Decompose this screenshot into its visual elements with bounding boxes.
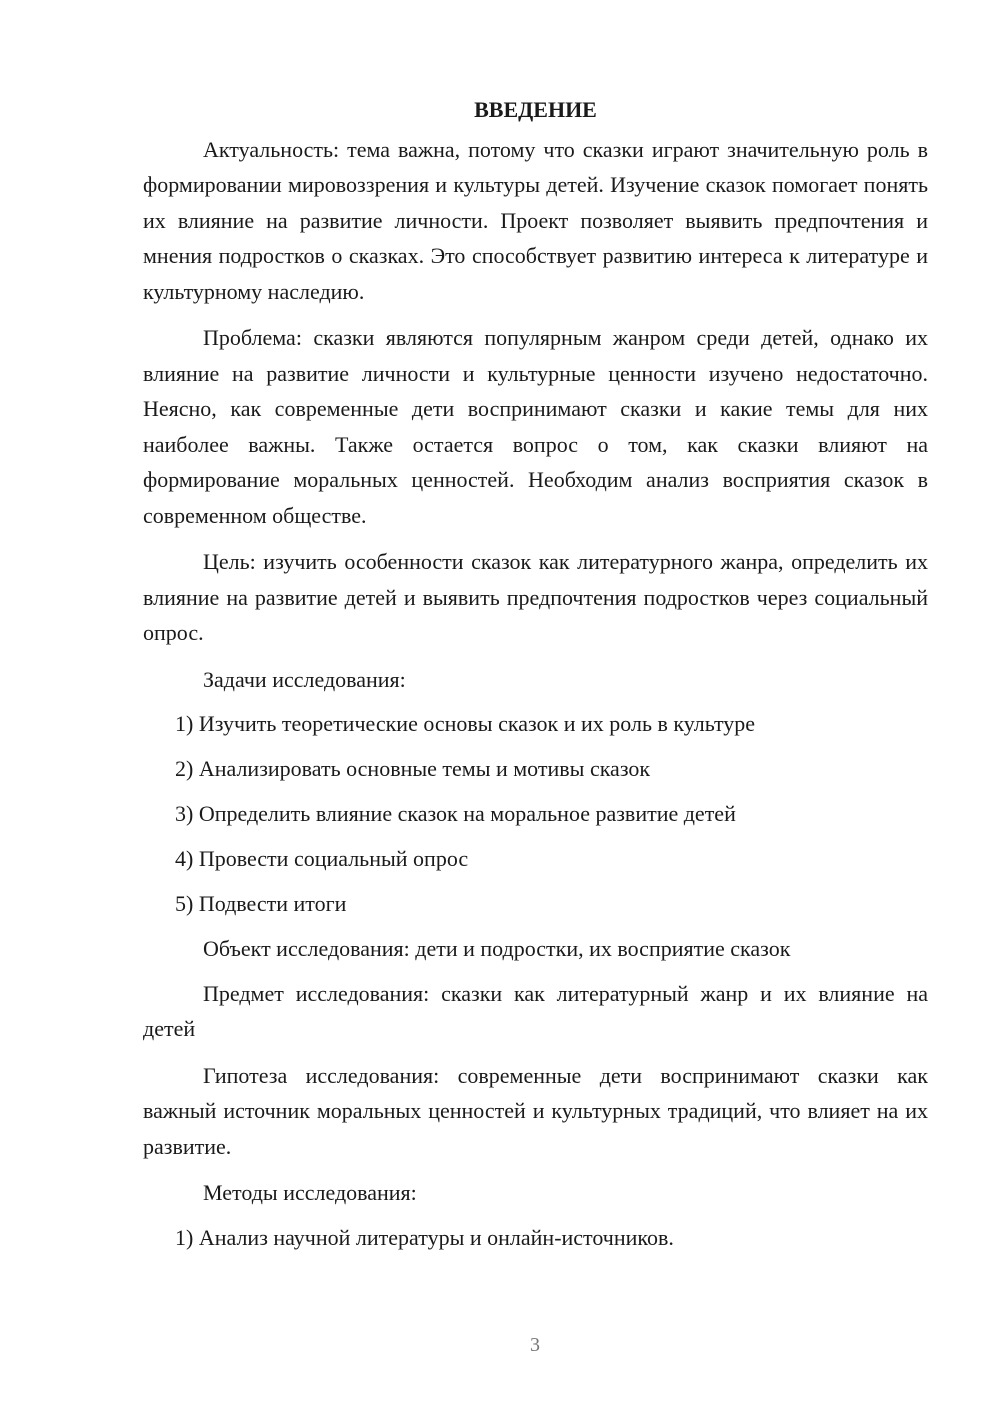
- object-paragraph: Объект исследования: дети и подростки, их восприятие сказок: [203, 936, 791, 962]
- tasks-heading: Задачи исследования:: [203, 666, 406, 692]
- section-title: ВВЕДЕНИЕ: [474, 97, 597, 122]
- document-page: [143, 92, 928, 1265]
- goal-paragraph: Цель: изучить особенности сказок как литературного жанра, определить их влияние на развитие детей и выявить предпочтения подростков через социальный опрос.: [143, 549, 928, 645]
- task-item: 3) Определить влияние сказок на моральное развитие детей: [175, 801, 736, 827]
- method-item: 1) Анализ научной литературы и онлайн-источников.: [175, 1224, 674, 1250]
- hypothesis-paragraph: Гипотеза исследования: современные дети воспринимают сказки как важный источник моральных ценностей и культурных традиций, что влияет на их развитие.: [143, 1062, 928, 1159]
- relevance-paragraph: Актуальность: тема важна, потому что сказки играют значительную роль в формировании мировоззрения и культуры детей. Изучение сказок помогает понять их влияние на развитие личности. Проект позволяет выявить предпочтения и мнения подростков о сказках. Это способствует развитию интереса к литературе и культурному наследию.: [143, 136, 928, 304]
- page-number: 3: [530, 1334, 540, 1356]
- task-item: 2) Анализировать основные темы и мотивы сказок: [175, 756, 651, 782]
- task-item: 4) Провести социальный опрос: [175, 846, 469, 872]
- subject-paragraph: Предмет исследования: сказки как литературный жанр и их влияние на детей: [143, 980, 928, 1042]
- methods-heading: Методы исследования:: [203, 1180, 417, 1206]
- task-item: 1) Изучить теоретические основы сказок и их роль в культуре: [175, 711, 756, 736]
- task-item: 5) Подвести итоги: [175, 891, 347, 917]
- problem-paragraph: Проблема: сказки являются популярным жанром среди детей, однако их влияние на развитие личности и культурные ценности изучено недостаточно. Неясно, как современные дети воспринимают сказки и какие темы для них наиболее важны. Также остается вопрос о том, как сказки влияют на формирование моральных ценностей. Необходим анализ восприятия сказок в современном обществе.: [143, 325, 928, 528]
